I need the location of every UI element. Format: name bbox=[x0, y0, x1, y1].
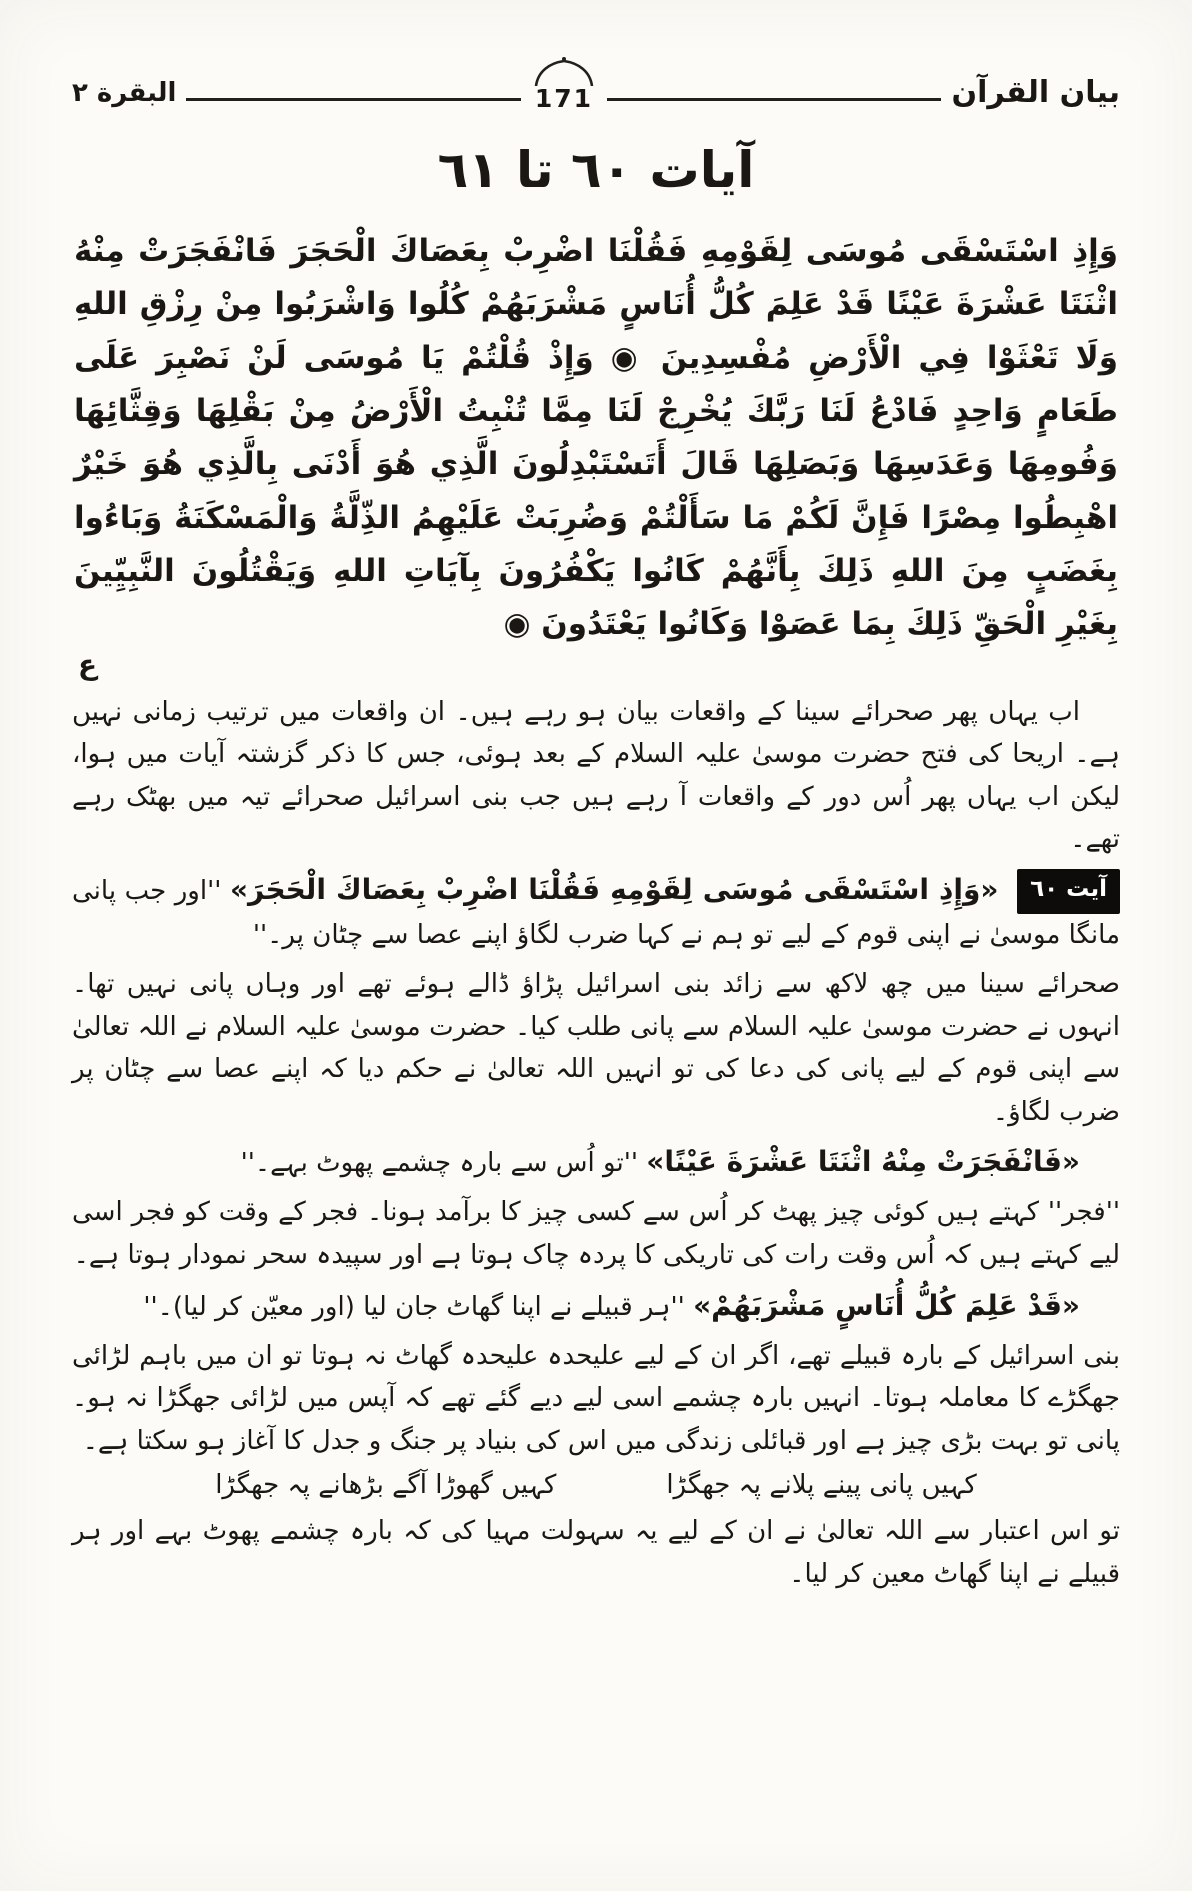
ayah60-arabic-quote: «وَإِذِ اسْتَسْقَى مُوسَى لِقَوْمِهِ فَقُلْنَا اضْرِبْ بِعَصَاكَ الْحَجَرَ» bbox=[229, 873, 999, 906]
springs-quote-line bbox=[72, 1139, 1120, 1185]
quran-section bbox=[72, 225, 1120, 681]
commentary-fajr-paragraph: ''فجر'' کہتے ہیں کوئی چیز پھٹ کر اُس سے کسی چیز کا برآمد ہونا۔ فجر کے وقت کو فجر اسی لیے کہتے ہیں کہ اُس وقت رات کی تاریکی کا پردہ چاک ہوتا ہے اور سپیدہ سحر نمودار ہوتا ہے۔ bbox=[72, 1197, 1120, 1271]
page-title: آیات ٦٠ تا ٦١ bbox=[437, 141, 755, 199]
ruku-marker: ع bbox=[78, 647, 98, 681]
commentary-water-paragraph: صحرائے سینا میں چھ لاکھ سے زائد بنی اسرائیل پڑاؤ ڈالے ہوئے تھے اور وہاں پانی نہیں تھا۔ انہوں نے حضرت موسیٰ علیہ السلام سے پانی طلب کیا۔ حضرت موسیٰ علیہ السلام نے اللہ تعالیٰ سے اپنی قوم کے لیے پانی کی دعا کی تو انہیں اللہ تعالیٰ نے حکم دیا کہ اپنے عصا سے چٹان پر ضرب لگاؤ۔ bbox=[72, 968, 1120, 1127]
commentary-tribes-paragraph: بنی اسرائیل کے بارہ قبیلے تھے، اگر ان کے لیے علیحدہ علیحدہ گھاٹ نہ ہوتا تو ان میں باہم لڑائی جھگڑے کا معاملہ ہوتا۔ انہیں بارہ چشمے اسی لیے دیے گئے تھے کہ آپس میں لڑائی جھگڑا نہ ہو۔ پانی تو بہت بڑی چیز ہے اور قبائلی زندگی میں اس کی بنیاد پر جنگ و جدل کا آغاز ہو سکتا ہے۔ bbox=[72, 1340, 1120, 1456]
ayah60-translation: ''اور جب پانی مانگا موسیٰ نے اپنی قوم کے لیے تو ہم نے کہا ضرب لگاؤ اپنے عصا سے چٹان پر۔'' bbox=[72, 876, 1120, 951]
commentary-intro: اب یہاں پھر صحرائے سینا کے واقعات بیان ہو رہے ہیں۔ ان واقعات میں ترتیب زمانی نہیں ہے۔ اریحا کی فتح حضرت موسیٰ علیہ السلام کے بعد ہوئی، جس کا ذکر گزشتہ آیات میں ہوا، لیکن اب یہاں پھر اُس دور کے واقعات آ رہے ہیں جب بنی اسرائیل صحرائے تیہ میں بھٹک رہے تھے۔ bbox=[72, 696, 1120, 855]
ghat-arabic-quote: «قَدْ عَلِمَ كُلُّ أُنَاسٍ مَشْرَبَهُمْ» bbox=[693, 1288, 1080, 1322]
page-header bbox=[72, 72, 1120, 113]
springs-arabic-quote: «فَانْفَجَرَتْ مِنْهُ اثْنَتَا عَشْرَةَ عَيْنًا» bbox=[646, 1145, 1080, 1179]
commentary-closing-paragraph: تو اس اعتبار سے اللہ تعالیٰ نے ان کے لیے یہ سہولت مہیا کی کہ بارہ چشمے پھوٹ بہے اور ہر قبیلے نے اپنا گھاٹ معین کر لیا۔ bbox=[72, 1516, 1120, 1590]
header-rule-left bbox=[186, 98, 521, 101]
page-number: 171 bbox=[534, 84, 594, 113]
ayah60-line bbox=[72, 867, 1120, 957]
commentary-section bbox=[72, 691, 1120, 1596]
surah-label: البقرة ٢ bbox=[72, 77, 177, 108]
quran-verses: وَإِذِ اسْتَسْقَى مُوسَى لِقَوْمِهِ فَقُلْنَا اضْرِبْ بِعَصَاكَ الْحَجَرَ فَانْفَجَرَتْ مِنْهُ اثْنَتَا عَشْرَةَ عَيْنًا قَدْ عَلِمَ كُلُّ أُنَاسٍ مَشْرَبَهُمْ كُلُوا وَاشْرَبُوا مِنْ رِزْقِ اللهِ وَلَا تَعْثَوْا فِي الْأَرْضِ مُفْسِدِينَ ◉ وَإِذْ قُلْتُمْ يَا مُوسَى لَنْ نَصْبِرَ عَلَى طَعَامٍ وَاحِدٍ فَادْعُ لَنَا رَبَّكَ يُخْرِجْ لَنَا مِمَّا تُنْبِتُ الْأَرْضُ مِنْ بَقْلِهَا وَقِثَّائِهَا وَفُومِهَا وَعَدَسِهَا وَبَصَلِهَا قَالَ أَتَسْتَبْدِلُونَ الَّذِي هُوَ أَدْنَى بِالَّذِي هُوَ خَيْرٌ اهْبِطُوا مِصْرًا فَإِنَّ لَكُمْ مَا سَأَلْتُمْ وَضُرِبَتْ عَلَيْهِمُ الذِّلَّةُ وَالْمَسْكَنَةُ وَبَاءُوا بِغَضَبٍ مِنَ اللهِ ذَلِكَ بِأَنَّهُمْ كَانُوا يَكْفُرُونَ بِآيَاتِ اللهِ وَيَقْتُلُونَ النَّبِيِّينَ بِغَيْرِ الْحَقِّ ذَلِكَ بِمَا عَصَوْا وَكَانُوا يَعْتَدُونَ ◉ bbox=[74, 233, 1118, 643]
ghat-quote-line bbox=[72, 1283, 1120, 1329]
couplet-second-hemistich: کہیں گھوڑا آگے بڑھانے پہ جھگڑا bbox=[215, 1470, 557, 1501]
header-rule-right bbox=[607, 98, 942, 101]
book-title: بیان القرآن bbox=[951, 75, 1120, 110]
page-number-cartouche bbox=[531, 56, 597, 113]
ghat-translation: ''ہر قبیلے نے اپنا گھاٹ جان لیا (اور معیّن کر لیا)۔'' bbox=[143, 1291, 685, 1322]
couplet-first-hemistich: کہیں پانی پینے پلانے پہ جھگڑا bbox=[666, 1470, 977, 1501]
ayah-number-badge: آیت ٦٠ bbox=[1017, 869, 1120, 915]
poetry-couplet bbox=[72, 1470, 1120, 1500]
dome-ornament-icon bbox=[531, 56, 597, 86]
springs-translation: ''تو اُس سے بارہ چشمے پھوٹ بہے۔'' bbox=[240, 1148, 639, 1179]
